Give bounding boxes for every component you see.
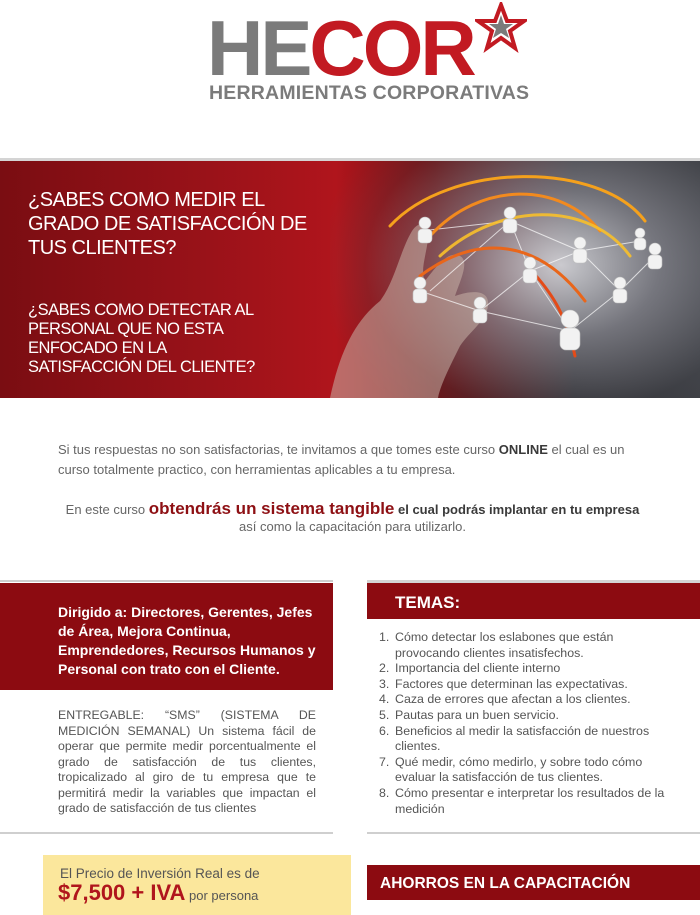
list-item: [377, 630, 677, 661]
logo-he: HE: [207, 4, 310, 92]
hecor-logo[interactable]: [207, 2, 530, 104]
hero-banner: [0, 161, 700, 398]
temas-list: [377, 630, 677, 817]
list-item-text: Pautas para un buen servicio.: [395, 707, 559, 722]
list-item-number: 8.: [379, 785, 390, 800]
price-suffix: por persona: [185, 888, 259, 903]
intro-bold: ONLINE: [498, 442, 548, 457]
course-paragraph: [60, 500, 645, 535]
intro-text-2: el cual es un curso totalmente practico, con herramientas aplicables a tu empresa.: [58, 442, 625, 477]
price-value: $7,500 + IVA: [58, 880, 186, 905]
list-item-text: Cómo detectar los eslabones que están provocando clientes insatisfechos.: [395, 630, 614, 660]
list-item-number: 2.: [379, 661, 390, 676]
ahorros-title: AHORROS EN LA CAPACITACIÓN: [380, 875, 631, 892]
price-line: [58, 880, 258, 906]
list-item-text: Importancia del cliente interno: [395, 661, 561, 676]
list-item-text: Qué medir, cómo medirlo, y sobre todo cómo evaluar la satisfacción de tus clientes.: [395, 754, 643, 785]
list-item-text: Factores que determinan las expectativas.: [395, 676, 628, 691]
audience-text: Dirigido a: Directores, Gerentes, Jefes de Área, Mejora Continua, Emprendedores, Recursos Humanos y Personal con trato con el Cliente.: [58, 604, 316, 677]
intro-text-1: Si tus respuestas no son satisfactorias, te invitamos a que tomes este curso: [58, 442, 499, 457]
course-strong: el cual podrás implantar en tu empresa: [394, 502, 640, 517]
list-item: [377, 677, 677, 693]
course-text-1: En este curso: [65, 502, 149, 517]
list-item: [377, 661, 677, 677]
price-label: El Precio de Inversión Real es de: [60, 866, 260, 881]
list-item: [377, 692, 677, 708]
course-emphasis: obtendrás un sistema tangible: [148, 499, 395, 518]
list-item: [377, 708, 677, 724]
list-item: [377, 755, 677, 786]
hero-question-1: ¿SABES COMO MEDIR EL GRADO DE SATISFACCIÓN DE TUS CLIENTES?: [28, 189, 307, 259]
left-bottom-divider: [0, 832, 333, 834]
intro-paragraph: [58, 440, 648, 480]
list-item-number: 3.: [379, 676, 390, 691]
list-item-number: 4.: [379, 692, 390, 707]
list-item: [377, 724, 677, 755]
list-item: [377, 786, 677, 817]
right-bottom-divider: [367, 832, 700, 834]
list-item-number: 5.: [379, 707, 390, 722]
list-item-text: Cómo presentar e interpretar los resultados de la medición: [395, 785, 665, 816]
list-item-number: 7.: [379, 754, 390, 769]
deliverable-text: ENTREGABLE: “SMS” (SISTEMA DE MEDICIÓN SEMANAL) Un sistema fácil de operar que permite medir porcentualmente el grado de satisfacción de tus clientes, tropicalizado al giro de tu empresa que te permitirá medir la variables que impactan el grado de satisfacción de tus clientes: [58, 708, 316, 815]
network-hand-illustration: [300, 161, 700, 398]
left-top-divider: [0, 580, 333, 582]
logo-subtitle: HERRAMIENTAS CORPORATIVAS: [209, 82, 530, 104]
logo-cor: COR: [309, 4, 474, 92]
list-item-number: 1.: [379, 630, 390, 644]
temas-title: TEMAS:: [395, 593, 461, 612]
hero-question-2: ¿SABES COMO DETECTAR AL PERSONAL QUE NO ESTA ENFOCADO EN LA SATISFACCIÓN DEL CLIENTE?: [28, 301, 255, 376]
list-item-number: 6.: [379, 723, 390, 738]
list-item-text: Beneficios al medir la satisfacción de nuestros clientes.: [395, 723, 650, 754]
star-icon: [475, 2, 527, 54]
logo-wordmark: [207, 4, 474, 92]
course-text-2: así como la capacitación para utilizarlo.: [239, 519, 466, 534]
list-item-text: Caza de errores que afectan a los clientes.: [395, 692, 631, 707]
